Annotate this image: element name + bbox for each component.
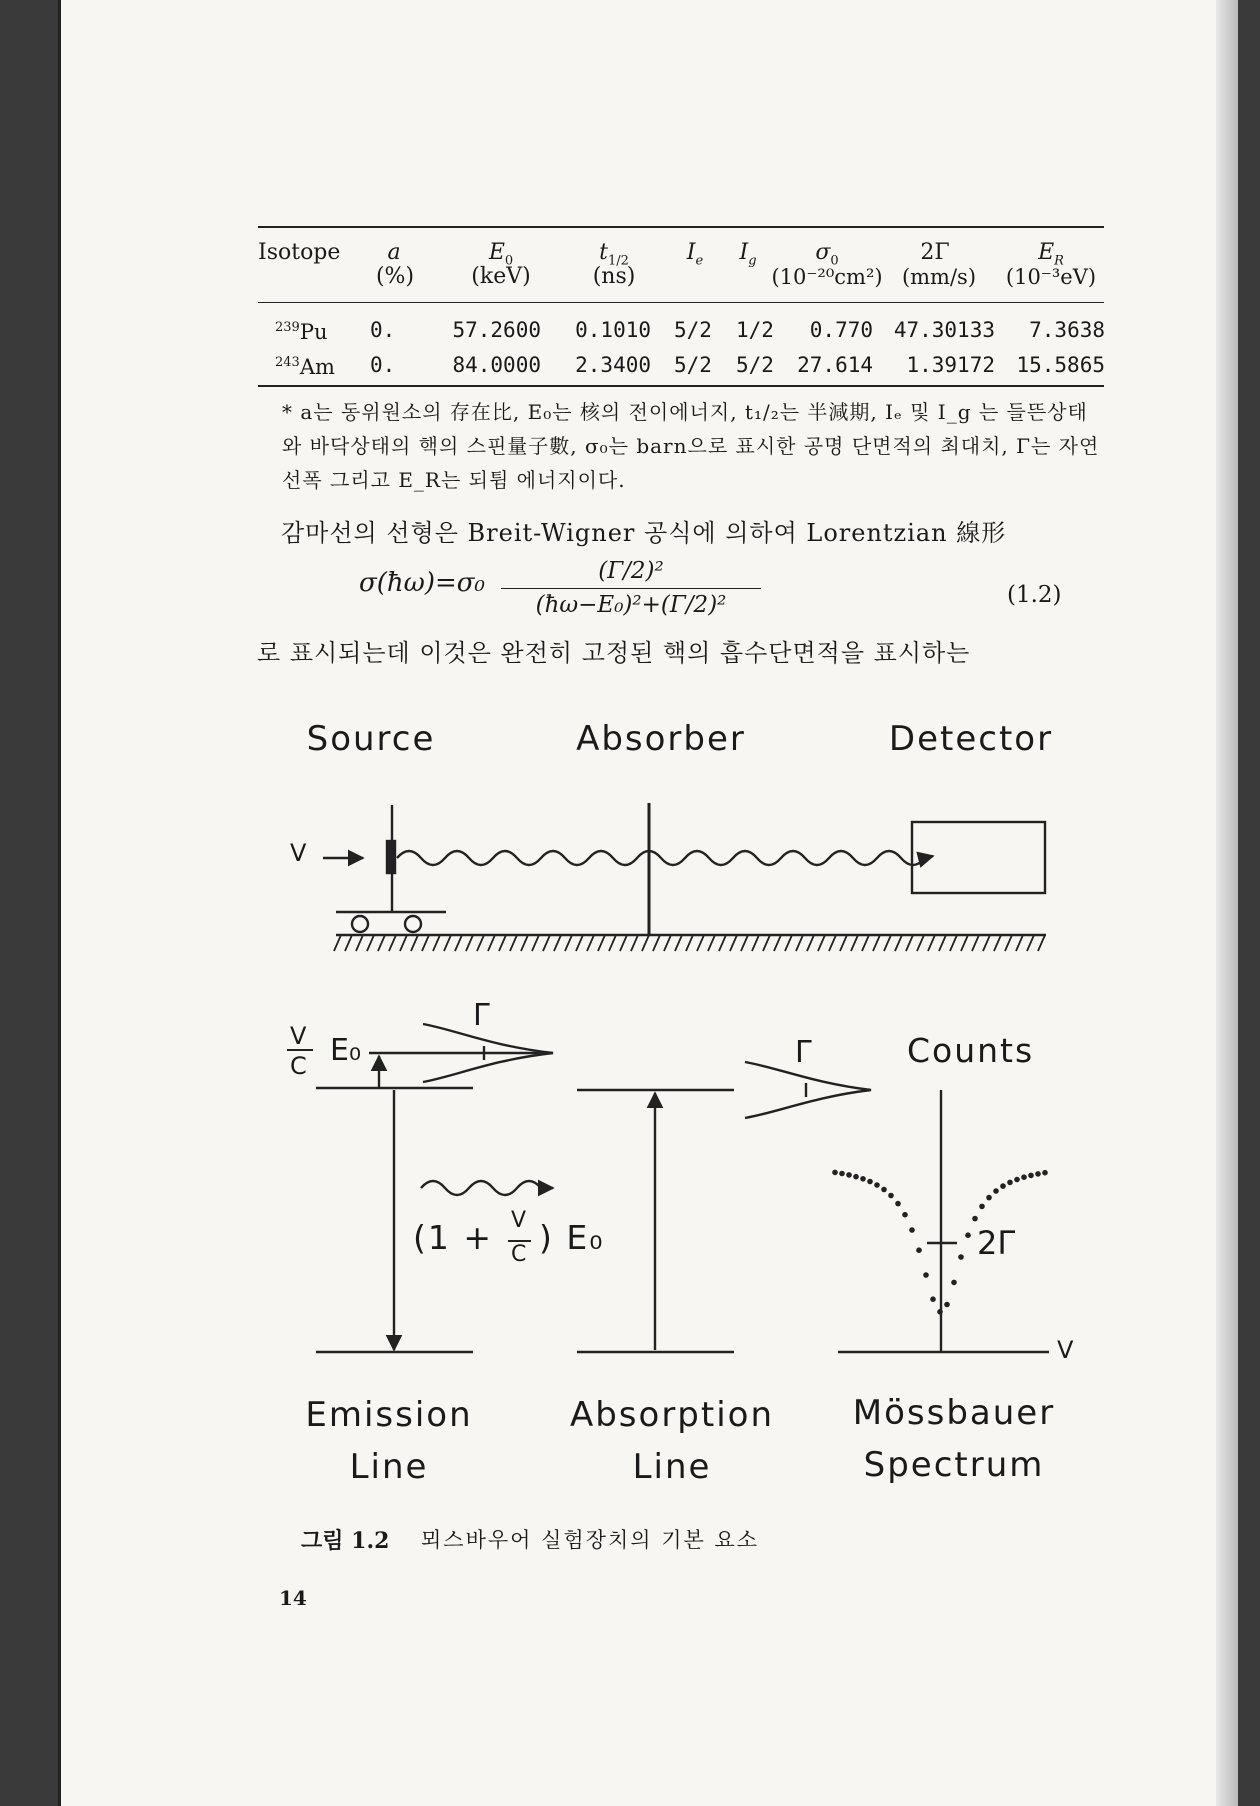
header-sigma0: $\sigma_0$ bbox=[815, 240, 839, 269]
spectrum-dot bbox=[930, 1296, 936, 1302]
absorption-caption-1: Absorption bbox=[569, 1395, 775, 1435]
spectrum-dot bbox=[867, 1179, 873, 1185]
spectrum-dot bbox=[832, 1170, 838, 1176]
cart-wheel-left bbox=[352, 916, 368, 932]
two-gamma-label: 2Γ bbox=[977, 1224, 1016, 1262]
page-edge-shadow bbox=[1216, 0, 1238, 1806]
vc-numerator: V bbox=[290, 1022, 307, 1050]
spectrum-dot bbox=[846, 1172, 852, 1178]
spectrum-dot bbox=[909, 1227, 915, 1233]
header-2gamma-unit: (mm/s) bbox=[901, 265, 977, 289]
spectrum-dot bbox=[979, 1204, 985, 1210]
vc-denominator: C bbox=[290, 1052, 307, 1080]
mossbauer-caption-2: Spectrum bbox=[863, 1445, 1045, 1485]
table-row-1-e0: 57.2600 bbox=[452, 318, 541, 342]
spectrum-dot bbox=[839, 1171, 845, 1177]
spectrum-dot bbox=[860, 1176, 866, 1182]
spectrum-dot bbox=[1021, 1174, 1027, 1180]
spectrum-dot bbox=[986, 1195, 992, 1201]
header-a: a bbox=[387, 240, 401, 265]
emission-caption-2: Line bbox=[349, 1447, 429, 1487]
shift-fraction-denominator: C bbox=[511, 1242, 527, 1267]
table-row-2-isotope: $^{243}$Am bbox=[275, 355, 335, 379]
equation-number: (1.2) bbox=[1007, 582, 1062, 608]
header-a-unit: (%) bbox=[375, 264, 415, 289]
table-row-1-a: 0. bbox=[370, 318, 396, 342]
header-t12-unit: (ns) bbox=[592, 264, 636, 289]
spectrum-dot bbox=[958, 1254, 964, 1260]
table-row-2-sigma0: 27.614 bbox=[797, 353, 873, 377]
header-2gamma: 2Γ bbox=[920, 240, 950, 265]
table-footnote: * a는 동위원소의 存在比, E₀는 核의 전이에너지, t₁/₂는 半減期, Iₑ 및 I_g 는 들뜬상태와 바닥상태의 핵의 스핀量子數, σ₀는 barn으로 표시한 공명 단면적의 최대치, Γ는 자연선폭 그리고 E_R는 되튐 에너지이다. bbox=[282, 400, 1100, 492]
equation-denominator: (ħω−E₀)²+(Γ/2)² bbox=[535, 592, 727, 618]
header-t12: $t_{1/2}$ bbox=[599, 240, 629, 269]
ground-hatch bbox=[334, 935, 1045, 951]
table-row-2-ie: 5/2 bbox=[674, 353, 712, 377]
table-row-2-er: 15.5865 bbox=[1016, 353, 1105, 377]
header-ig: $I_g$ bbox=[739, 240, 757, 269]
table-row-1-isotope: $^{239}$Pu bbox=[275, 320, 328, 344]
detector-box bbox=[912, 822, 1045, 893]
spectrum-dot bbox=[874, 1182, 880, 1188]
equation-numerator: (Γ/2)² bbox=[598, 558, 664, 584]
table-row-1-2gamma: 47.30133 bbox=[893, 318, 995, 342]
spectrum-dot bbox=[1007, 1180, 1013, 1186]
header-ie: $I_e$ bbox=[686, 240, 704, 269]
spectrum-dot bbox=[972, 1216, 978, 1222]
spectrum-dot bbox=[1014, 1177, 1020, 1183]
emission-caption-1: Emission bbox=[305, 1395, 473, 1435]
spectrum-dot bbox=[881, 1187, 887, 1193]
table-row-2-t12: 2.3400 bbox=[575, 353, 651, 377]
emission-gamma-label: Γ bbox=[473, 998, 490, 1033]
spectrum-dot bbox=[937, 1309, 943, 1315]
header-e0-unit: (keV) bbox=[471, 264, 531, 289]
paragraph-2: 로 표시되는데 이것은 완전히 고정된 핵의 흡수단면적을 표시하는 bbox=[257, 639, 971, 667]
velocity-label: V bbox=[290, 839, 307, 867]
e0-label: E₀ bbox=[330, 1033, 361, 1068]
absorption-caption-2: Line bbox=[632, 1447, 712, 1487]
label-absorber: Absorber bbox=[576, 719, 746, 759]
v-axis-label: V bbox=[1057, 1336, 1074, 1364]
shift-fraction-numerator: V bbox=[511, 1208, 527, 1233]
table-row-2-a: 0. bbox=[370, 353, 396, 377]
spectrum-dot bbox=[902, 1212, 908, 1218]
spectrum-dot bbox=[1000, 1183, 1006, 1189]
book-page bbox=[58, 0, 1238, 1806]
header-isotope: Isotope bbox=[258, 240, 341, 265]
emission-wave bbox=[421, 1181, 553, 1195]
figure-caption-text: 뫼스바우어 실험장치의 기본 요소 bbox=[421, 1528, 760, 1552]
spectrum-dot bbox=[1035, 1171, 1041, 1177]
header-er-unit: (10⁻³eV) bbox=[1005, 265, 1097, 289]
spectrum-dot bbox=[951, 1280, 957, 1286]
table-row-1-t12: 0.1010 bbox=[575, 318, 651, 342]
table-row-1-er: 7.3638 bbox=[1029, 318, 1105, 342]
label-source: Source bbox=[306, 719, 436, 759]
table-row-2-e0: 84.0000 bbox=[452, 353, 541, 377]
header-er: $E_R$ bbox=[1038, 240, 1064, 269]
spectrum-dot bbox=[853, 1174, 859, 1180]
table-row-1-sigma0: 0.770 bbox=[809, 318, 873, 342]
spectrum-dot bbox=[965, 1232, 971, 1238]
table-row-2-ig: 5/2 bbox=[736, 353, 774, 377]
shift-label-prefix: (1 + bbox=[413, 1218, 494, 1257]
label-detector: Detector bbox=[888, 719, 1054, 759]
absorption-gamma-label: Γ bbox=[795, 1035, 812, 1070]
gamma-ray-wave bbox=[397, 851, 933, 865]
mossbauer-caption-1: Mössbauer bbox=[852, 1393, 1056, 1433]
spectrum-dot bbox=[944, 1302, 950, 1308]
page-number: 14 bbox=[279, 1586, 307, 1610]
absorption-lorentzian bbox=[745, 1062, 871, 1118]
spectrum-dot bbox=[993, 1188, 999, 1194]
cart-wheel-right bbox=[405, 916, 421, 932]
header-e0: $E_0$ bbox=[488, 240, 514, 269]
figure-caption-label: 그림 1.2 bbox=[301, 1528, 390, 1554]
spectrum-dot bbox=[1028, 1173, 1034, 1179]
paragraph-1: 감마선의 선형은 Breit-Wigner 공식에 의하여 Lorentzian 線形 bbox=[281, 519, 1007, 547]
spectrum-dot bbox=[888, 1193, 894, 1199]
header-sigma0-unit: (10⁻²⁰cm²) bbox=[771, 265, 883, 289]
spectrum-dot bbox=[916, 1247, 922, 1253]
table-row-1-ie: 5/2 bbox=[674, 318, 712, 342]
spectrum-dot bbox=[923, 1272, 929, 1278]
counts-label: Counts bbox=[907, 1031, 1035, 1070]
equation-lhs: σ(ħω)=σ₀ bbox=[359, 568, 485, 598]
table-row-1-ig: 1/2 bbox=[736, 318, 774, 342]
table-row-2-2gamma: 1.39172 bbox=[906, 353, 995, 377]
spectrum-dot bbox=[895, 1201, 901, 1207]
spectrum-dot bbox=[1042, 1170, 1048, 1176]
shift-label-suffix: ) E₀ bbox=[539, 1218, 605, 1257]
